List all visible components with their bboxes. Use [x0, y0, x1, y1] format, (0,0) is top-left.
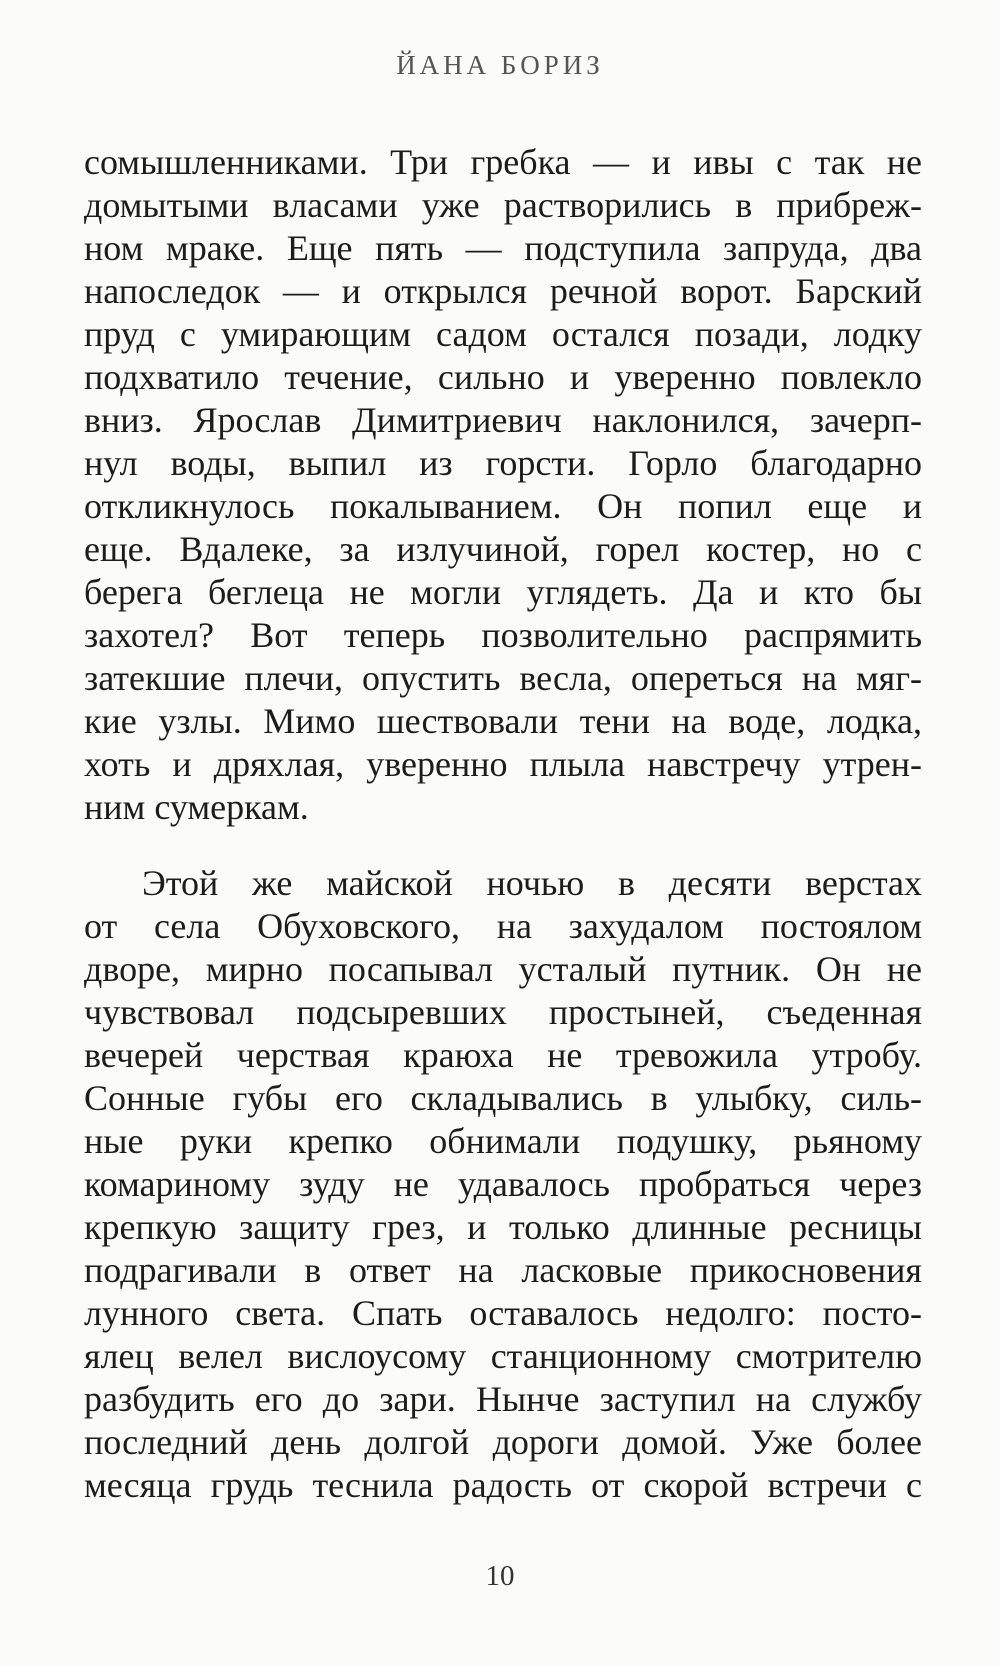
text-line: Сонные губы его складывались в улыбку, силь- [84, 1078, 922, 1118]
text-line: вечерей черствая краюха не тревожила утробу. [84, 1035, 922, 1075]
text-line: ялец велел вислоусому станционному смотрителю [84, 1336, 922, 1376]
text-line: подхватило течение, сильно и уверенно повлекло [84, 357, 922, 397]
text-line: затекшие плечи, опустить весла, опереться на мяг- [84, 658, 922, 698]
text-line: кие узлы. Мимо шествовали тени на воде, лодка, [84, 701, 922, 741]
text-line: напоследок — и открылся речной ворот. Барский [84, 271, 922, 311]
page-number: 10 [485, 1560, 515, 1592]
text-line: Этой же майской ночью в десяти верстах [142, 863, 922, 903]
text-line: ним сумеркам. [84, 787, 309, 827]
paragraph-2 [84, 862, 922, 1507]
text-line: подрагивали в ответ на ласковые прикосновения [84, 1250, 922, 1290]
text-line: месяца грудь теснила радость от скорой встречи с [84, 1465, 922, 1505]
text-line: последний день долгой дороги домой. Уже более [84, 1422, 922, 1462]
text-line: от села Обуховского, на захудалом постоялом [84, 906, 922, 946]
text-line: откликнулось покалыванием. Он попил еще и [84, 486, 922, 526]
text-line: крепкую защиту грез, и только длинные ресницы [84, 1207, 922, 1247]
text-line: ные руки крепко обнимали подушку, рьяному [84, 1121, 922, 1161]
text-line: еще. Вдалеке, за излучиной, горел костер, но с [84, 529, 922, 569]
text-line: нул воды, выпил из горсти. Горло благодарно [84, 443, 922, 483]
text-line: разбудить его до зари. Нынче заступил на службу [84, 1379, 922, 1419]
text-line: хоть и дряхлая, уверенно плыла навстречу утрен- [84, 744, 922, 784]
text-line: берега беглеца не могли углядеть. Да и кто бы [84, 572, 922, 612]
text-line: захотел? Вот теперь позволительно распрямить [84, 615, 922, 655]
text-line: ном мраке. Еще пять — подступила запруда, два [84, 228, 922, 268]
text-line: дворе, мирно посапывал усталый путник. Он не [84, 949, 922, 989]
text-line: сомышленниками. Три гребка — и ивы с так не [84, 142, 922, 182]
text-line: вниз. Ярослав Димитриевич наклонился, зачерп- [84, 400, 922, 440]
text-line: пруд с умирающим садом остался позади, лодку [84, 314, 922, 354]
running-header: ЙАНА БОРИЗ [396, 50, 604, 80]
text-line: домытыми власами уже растворились в прибреж- [84, 185, 922, 225]
text-line: лунного света. Спать оставалось недолго: посто- [84, 1293, 922, 1333]
text-line: комариному зуду не удавалось пробраться через [84, 1164, 922, 1204]
paragraph-1 [84, 141, 922, 829]
text-line: чувствовал подсыревших простыней, съеденная [84, 992, 922, 1032]
